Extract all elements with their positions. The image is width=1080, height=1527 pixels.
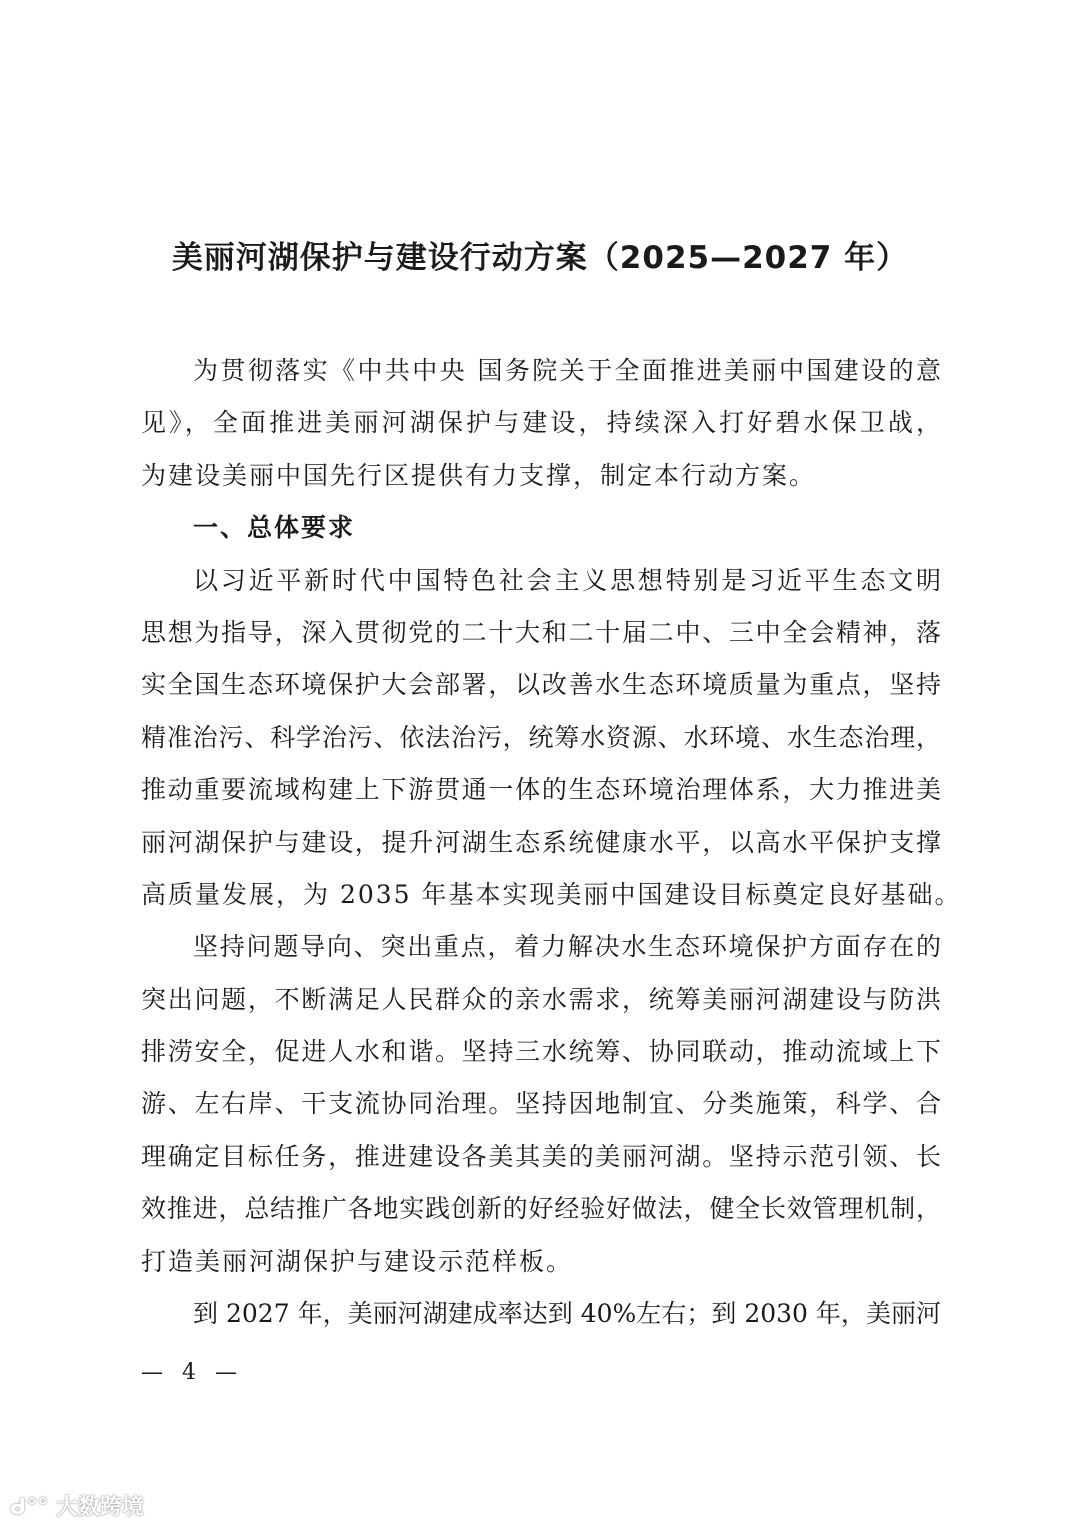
section-heading	[141, 502, 941, 554]
text-line: 一、总体要求	[193, 513, 356, 543]
text-line: 高质量发展，为 2035 年基本实现美丽中国建设目标奠定良好基础。	[141, 879, 962, 909]
page-number: — 4 —	[141, 1360, 243, 1385]
text-line: 排涝安全，促进人水和谐。坚持三水统筹、协同联动，推动流域上下	[141, 1037, 941, 1067]
text-line: 丽河湖保护与建设，提升河湖生态系统健康水平，以高水平保护支撑	[141, 827, 941, 857]
text-line: 见》，全面推进美丽河湖保护与建设，持续深入打好碧水保卫战，	[141, 408, 941, 438]
text-line: 效推进，总结推广各地实践创新的好经验好做法，健全长效管理机制，	[141, 1194, 941, 1224]
text-line: 到 2027 年，美丽河湖建成率达到 40%左右；到 2030 年，美丽河	[193, 1299, 941, 1329]
text-line: 为建设美丽中国先行区提供有力支撑，制定本行动方案。	[141, 460, 817, 490]
watermark-logo	[10, 1490, 144, 1521]
watermark-text: 大数跨境	[56, 1495, 145, 1520]
text-line: 游、左右岸、干支流协同治理。坚持因地制宜、分类施策，科学、合	[141, 1089, 941, 1119]
paragraph	[141, 345, 941, 502]
text-line: 实全国生态环境保护大会部署，以改善水生态环境质量为重点，坚持	[141, 670, 941, 700]
text-line: 理确定目标任务，推进建设各美其美的美丽河湖。坚持示范引领、长	[141, 1141, 941, 1171]
document-body	[141, 345, 962, 1340]
text-line: 思想为指导，深入贯彻党的二十大和二十届二中、三中全会精神，落	[141, 617, 941, 647]
text-line: 突出问题，不断满足人民群众的亲水需求，统筹美丽河湖建设与防洪	[141, 984, 941, 1014]
text-line: 为贯彻落实《中共中央 国务院关于全面推进美丽中国建设的意	[193, 356, 941, 385]
paragraph	[141, 1288, 941, 1340]
text-line: 打造美丽河湖保护与建设示范样板。	[141, 1246, 574, 1276]
text-line: 以习近平新时代中国特色社会主义思想特别是习近平生态文明	[193, 565, 941, 595]
text-line: 精准治污、科学治污、依法治污，统筹水资源、水环境、水生态治理，	[141, 722, 941, 752]
text-line: 推动重要流域构建上下游贯通一体的生态环境治理体系，大力推进美	[141, 775, 941, 805]
paragraph	[141, 555, 962, 922]
paragraph	[141, 921, 941, 1288]
document-title: 美丽河湖保护与建设行动方案（2025—2027 年）	[171, 240, 909, 276]
watermark-icon: ᑯ°°	[10, 1495, 49, 1520]
text-line: 坚持问题导向、突出重点，着力解决水生态环境保护方面存在的	[193, 932, 941, 962]
